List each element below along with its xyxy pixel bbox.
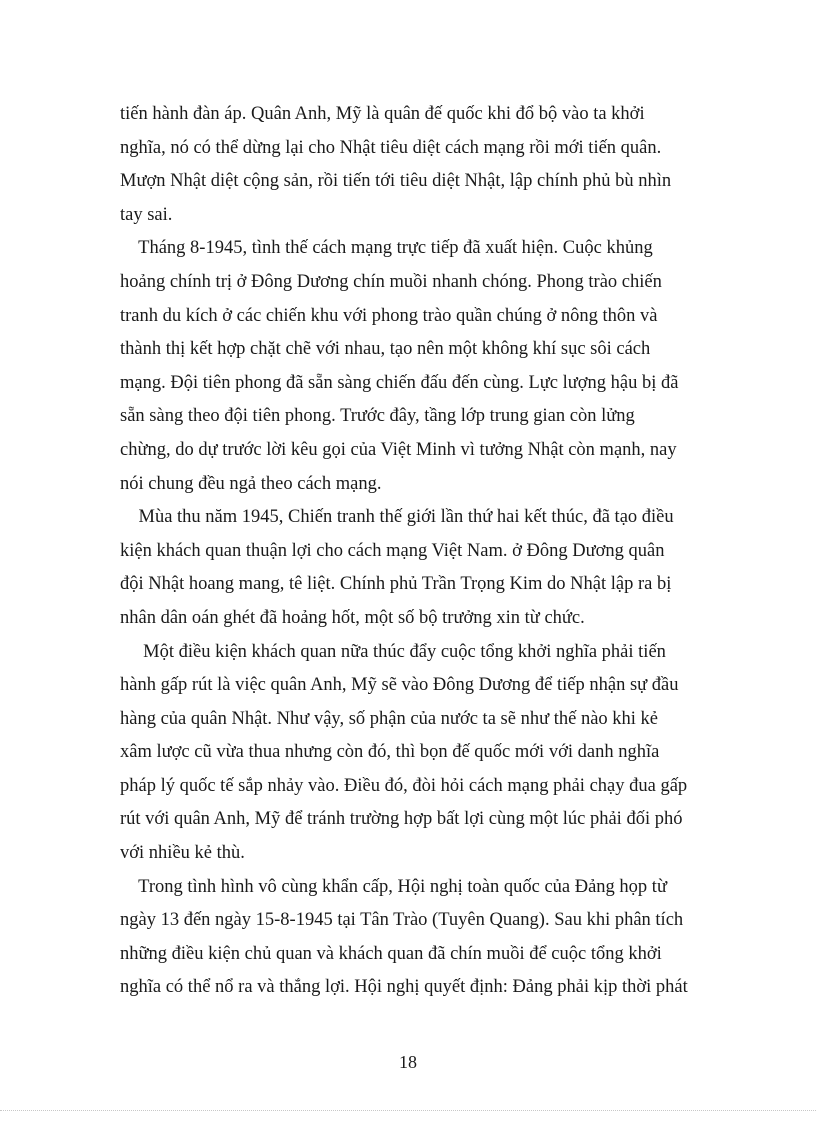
text-line: tranh du kích ở các chiến khu với phong trào quần chúng ở nông thôn và — [120, 305, 658, 326]
text-line: tiến hành đàn áp. Quân Anh, Mỹ là quân đế quốc khi đổ bộ vào ta khởi — [120, 104, 645, 124]
text-line: xâm lược cũ vừa thua nhưng còn đó, thì bọn đế quốc mới với danh nghĩa — [120, 742, 660, 763]
text-line: những điều kiện chủ quan và khách quan đã chín muồi để cuộc tổng khởi — [120, 943, 662, 964]
text-line: Tháng 8-1945, tình thế cách mạng trực tiếp đã xuất hiện. Cuộc khủng — [120, 238, 653, 259]
text-line: pháp lý quốc tế sắp nhảy vào. Điều đó, đòi hỏi cách mạng phải chạy đua gấp — [120, 775, 688, 796]
body-text — [120, 98, 700, 1005]
text-line: thành thị kết hợp chặt chẽ với nhau, tạo nên một không khí sục sôi cách — [120, 339, 651, 360]
text-line: Mượn Nhật diệt cộng sản, rồi tiến tới tiêu diệt Nhật, lập chính phủ bù nhìn — [120, 171, 672, 192]
text-line: sẵn sàng theo đội tiên phong. Trước đây, tầng lớp trung gian còn lửng — [120, 406, 635, 427]
text-line: Trong tình hình vô cùng khẩn cấp, Hội nghị toàn quốc của Đảng họp từ — [120, 876, 667, 897]
text-line: nhân dân oán ghét đã hoảng hốt, một số bộ trưởng xin từ chức. — [120, 607, 585, 628]
text-line: hàng của quân Nhật. Như vậy, số phận của nước ta sẽ như thế nào khi kẻ — [120, 708, 659, 729]
text-line: nghĩa có thể nổ ra và thắng lợi. Hội nghị quyết định: Đảng phải kịp thời phát — [120, 977, 688, 998]
text-line: nghĩa, nó có thể dừng lại cho Nhật tiêu diệt cách mạng rồi mới tiến quân. — [120, 137, 662, 158]
page-number: 18 — [399, 1052, 417, 1072]
text-line: nói chung đều ngả theo cách mạng. — [120, 473, 382, 494]
text-line: mạng. Đội tiên phong đã sẵn sàng chiến đấu đến cùng. Lực lượng hậu bị đã — [120, 372, 679, 393]
text-line: Mùa thu năm 1945, Chiến tranh thế giới lần thứ hai kết thúc, đã tạo điều — [120, 507, 674, 528]
text-line: tay sai. — [120, 204, 173, 225]
page-bottom-divider — [0, 1110, 816, 1111]
text-line: ngày 13 đến ngày 15-8-1945 tại Tân Trào (Tuyên Quang). Sau khi phân tích — [120, 910, 684, 931]
text-line: chừng, do dự trước lời kêu gọi của Việt Minh vì tưởng Nhật còn mạnh, nay — [120, 439, 677, 460]
text-line: Một điều kiện khách quan nữa thúc đẩy cuộc tổng khởi nghĩa phải tiến — [120, 641, 666, 662]
text-line: kiện khách quan thuận lợi cho cách mạng Việt Nam. ở Đông Dương quân — [120, 540, 665, 561]
text-line: hành gấp rút là việc quân Anh, Mỹ sẽ vào Đông Dương để tiếp nhận sự đầu — [120, 675, 679, 696]
text-line: đội Nhật hoang mang, tê liệt. Chính phủ Trần Trọng Kim do Nhật lập ra bị — [120, 574, 672, 595]
text-line: với nhiều kẻ thù. — [120, 843, 245, 864]
text-line: hoảng chính trị ở Đông Dương chín muồi nhanh chóng. Phong trào chiến — [120, 271, 662, 292]
text-line: rút với quân Anh, Mỹ để tránh trường hợp bất lợi cùng một lúc phải đối phó — [120, 809, 683, 830]
